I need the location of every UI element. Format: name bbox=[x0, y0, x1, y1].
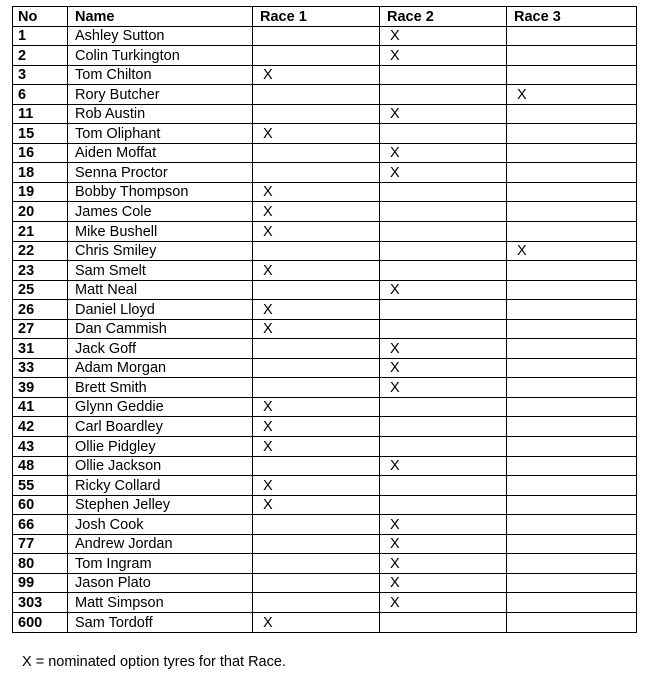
race3-cell bbox=[507, 143, 637, 163]
driver-number-cell: 25 bbox=[13, 280, 68, 300]
table-row bbox=[13, 46, 637, 66]
driver-number-cell: 39 bbox=[13, 378, 68, 398]
race1-cell: X bbox=[253, 261, 380, 281]
race3-cell bbox=[507, 339, 637, 359]
race2-cell: X bbox=[380, 26, 507, 46]
table-row bbox=[13, 261, 637, 281]
table-row bbox=[13, 476, 637, 496]
driver-name-cell: Stephen Jelley bbox=[68, 495, 253, 515]
race3-cell bbox=[507, 319, 637, 339]
race1-cell bbox=[253, 378, 380, 398]
table-row bbox=[13, 358, 637, 378]
driver-name-cell: Rory Butcher bbox=[68, 85, 253, 105]
table-row bbox=[13, 26, 637, 46]
driver-name-cell: Bobby Thompson bbox=[68, 182, 253, 202]
driver-number-cell: 6 bbox=[13, 85, 68, 105]
driver-number-cell: 55 bbox=[13, 476, 68, 496]
driver-name-cell: Josh Cook bbox=[68, 515, 253, 535]
driver-number-cell: 33 bbox=[13, 358, 68, 378]
race2-cell: X bbox=[380, 515, 507, 535]
driver-name-cell: Matt Neal bbox=[68, 280, 253, 300]
table-row bbox=[13, 163, 637, 183]
race3-cell bbox=[507, 437, 637, 457]
driver-name-cell: Colin Turkington bbox=[68, 46, 253, 66]
race2-cell bbox=[380, 417, 507, 437]
driver-name-cell: Dan Cammish bbox=[68, 319, 253, 339]
race3-cell bbox=[507, 280, 637, 300]
race2-cell: X bbox=[380, 143, 507, 163]
driver-number-cell: 20 bbox=[13, 202, 68, 222]
driver-name-cell: Mike Bushell bbox=[68, 222, 253, 242]
table-row bbox=[13, 300, 637, 320]
column-header-no: No bbox=[13, 7, 68, 27]
driver-number-cell: 3 bbox=[13, 65, 68, 85]
race3-cell bbox=[507, 612, 637, 632]
race2-cell bbox=[380, 495, 507, 515]
table-row bbox=[13, 280, 637, 300]
race3-cell bbox=[507, 300, 637, 320]
table-row bbox=[13, 143, 637, 163]
race2-cell bbox=[380, 222, 507, 242]
table-row bbox=[13, 339, 637, 359]
driver-number-cell: 48 bbox=[13, 456, 68, 476]
driver-name-cell: Ollie Pidgley bbox=[68, 437, 253, 457]
race3-cell bbox=[507, 358, 637, 378]
race3-cell bbox=[507, 182, 637, 202]
race3-cell: X bbox=[507, 241, 637, 261]
race3-cell bbox=[507, 104, 637, 124]
race1-cell bbox=[253, 456, 380, 476]
driver-name-cell: Ollie Jackson bbox=[68, 456, 253, 476]
race1-cell bbox=[253, 241, 380, 261]
driver-number-cell: 600 bbox=[13, 612, 68, 632]
race3-cell bbox=[507, 417, 637, 437]
race1-cell bbox=[253, 26, 380, 46]
driver-name-cell: Ashley Sutton bbox=[68, 26, 253, 46]
race3-cell bbox=[507, 456, 637, 476]
race3-cell bbox=[507, 26, 637, 46]
table-row bbox=[13, 612, 637, 632]
driver-number-cell: 19 bbox=[13, 182, 68, 202]
table-row bbox=[13, 241, 637, 261]
driver-number-cell: 27 bbox=[13, 319, 68, 339]
race1-cell: X bbox=[253, 495, 380, 515]
race2-cell bbox=[380, 124, 507, 144]
race1-cell: X bbox=[253, 397, 380, 417]
race2-cell bbox=[380, 300, 507, 320]
driver-number-cell: 99 bbox=[13, 573, 68, 593]
driver-number-cell: 22 bbox=[13, 241, 68, 261]
race1-cell bbox=[253, 143, 380, 163]
column-header-race2: Race 2 bbox=[380, 7, 507, 27]
race2-cell: X bbox=[380, 163, 507, 183]
driver-number-cell: 23 bbox=[13, 261, 68, 281]
driver-name-cell: Jack Goff bbox=[68, 339, 253, 359]
driver-number-cell: 303 bbox=[13, 593, 68, 613]
race2-cell: X bbox=[380, 46, 507, 66]
race3-cell bbox=[507, 124, 637, 144]
race1-cell: X bbox=[253, 612, 380, 632]
race2-cell bbox=[380, 241, 507, 261]
driver-name-cell: Glynn Geddie bbox=[68, 397, 253, 417]
race2-cell bbox=[380, 476, 507, 496]
race2-cell bbox=[380, 182, 507, 202]
table-row bbox=[13, 124, 637, 144]
race1-cell bbox=[253, 280, 380, 300]
driver-name-cell: Carl Boardley bbox=[68, 417, 253, 437]
race1-cell bbox=[253, 46, 380, 66]
race2-cell: X bbox=[380, 534, 507, 554]
race1-cell bbox=[253, 339, 380, 359]
race2-cell bbox=[380, 65, 507, 85]
race1-cell: X bbox=[253, 202, 380, 222]
race2-cell: X bbox=[380, 456, 507, 476]
table-row bbox=[13, 65, 637, 85]
driver-name-cell: Jason Plato bbox=[68, 573, 253, 593]
footnote: X = nominated option tyres for that Race. bbox=[22, 654, 286, 670]
driver-number-cell: 18 bbox=[13, 163, 68, 183]
driver-number-cell: 41 bbox=[13, 397, 68, 417]
driver-number-cell: 11 bbox=[13, 104, 68, 124]
driver-name-cell: Tom Oliphant bbox=[68, 124, 253, 144]
header-row bbox=[13, 7, 637, 27]
driver-name-cell: Andrew Jordan bbox=[68, 534, 253, 554]
driver-name-cell: Aiden Moffat bbox=[68, 143, 253, 163]
table-row bbox=[13, 573, 637, 593]
race2-cell bbox=[380, 261, 507, 281]
race1-cell bbox=[253, 358, 380, 378]
driver-name-cell: Rob Austin bbox=[68, 104, 253, 124]
driver-number-cell: 43 bbox=[13, 437, 68, 457]
table-row bbox=[13, 417, 637, 437]
driver-name-cell: Daniel Lloyd bbox=[68, 300, 253, 320]
driver-name-cell: Chris Smiley bbox=[68, 241, 253, 261]
column-header-race3: Race 3 bbox=[507, 7, 637, 27]
table-row bbox=[13, 202, 637, 222]
driver-name-cell: Tom Ingram bbox=[68, 554, 253, 574]
race2-cell bbox=[380, 612, 507, 632]
race3-cell bbox=[507, 397, 637, 417]
race1-cell: X bbox=[253, 65, 380, 85]
race1-cell: X bbox=[253, 437, 380, 457]
driver-name-cell: Adam Morgan bbox=[68, 358, 253, 378]
table-row bbox=[13, 85, 637, 105]
table-row bbox=[13, 554, 637, 574]
driver-number-cell: 1 bbox=[13, 26, 68, 46]
race1-cell bbox=[253, 515, 380, 535]
race2-cell: X bbox=[380, 593, 507, 613]
driver-number-cell: 15 bbox=[13, 124, 68, 144]
column-header-race1: Race 1 bbox=[253, 7, 380, 27]
driver-number-cell: 2 bbox=[13, 46, 68, 66]
race2-cell: X bbox=[380, 280, 507, 300]
race1-cell: X bbox=[253, 417, 380, 437]
race2-cell: X bbox=[380, 573, 507, 593]
race1-cell: X bbox=[253, 124, 380, 144]
driver-number-cell: 77 bbox=[13, 534, 68, 554]
table-row bbox=[13, 534, 637, 554]
race3-cell bbox=[507, 46, 637, 66]
tyre-nomination-table bbox=[12, 6, 637, 633]
table-row bbox=[13, 319, 637, 339]
driver-number-cell: 42 bbox=[13, 417, 68, 437]
driver-number-cell: 31 bbox=[13, 339, 68, 359]
race3-cell bbox=[507, 476, 637, 496]
race3-cell: X bbox=[507, 85, 637, 105]
table-row bbox=[13, 397, 637, 417]
race1-cell bbox=[253, 163, 380, 183]
driver-name-cell: Brett Smith bbox=[68, 378, 253, 398]
race2-cell bbox=[380, 319, 507, 339]
driver-name-cell: Matt Simpson bbox=[68, 593, 253, 613]
driver-number-cell: 16 bbox=[13, 143, 68, 163]
race1-cell: X bbox=[253, 476, 380, 496]
race3-cell bbox=[507, 163, 637, 183]
race2-cell bbox=[380, 202, 507, 222]
race3-cell bbox=[507, 202, 637, 222]
driver-name-cell: Sam Smelt bbox=[68, 261, 253, 281]
race1-cell: X bbox=[253, 222, 380, 242]
race3-cell bbox=[507, 495, 637, 515]
race1-cell bbox=[253, 593, 380, 613]
race2-cell: X bbox=[380, 378, 507, 398]
race2-cell: X bbox=[380, 554, 507, 574]
table-row bbox=[13, 104, 637, 124]
race3-cell bbox=[507, 554, 637, 574]
table-row bbox=[13, 378, 637, 398]
race3-cell bbox=[507, 534, 637, 554]
race3-cell bbox=[507, 222, 637, 242]
driver-number-cell: 66 bbox=[13, 515, 68, 535]
driver-number-cell: 21 bbox=[13, 222, 68, 242]
table-row bbox=[13, 437, 637, 457]
race1-cell bbox=[253, 104, 380, 124]
race3-cell bbox=[507, 593, 637, 613]
race2-cell: X bbox=[380, 104, 507, 124]
race1-cell bbox=[253, 573, 380, 593]
race2-cell bbox=[380, 437, 507, 457]
race1-cell: X bbox=[253, 319, 380, 339]
driver-name-cell: Ricky Collard bbox=[68, 476, 253, 496]
column-header-name: Name bbox=[68, 7, 253, 27]
race2-cell bbox=[380, 85, 507, 105]
table-row bbox=[13, 222, 637, 242]
race1-cell: X bbox=[253, 182, 380, 202]
race1-cell bbox=[253, 534, 380, 554]
table-row bbox=[13, 495, 637, 515]
race1-cell bbox=[253, 554, 380, 574]
table-row bbox=[13, 593, 637, 613]
race2-cell: X bbox=[380, 358, 507, 378]
table-row bbox=[13, 456, 637, 476]
driver-name-cell: Senna Proctor bbox=[68, 163, 253, 183]
race2-cell bbox=[380, 397, 507, 417]
race3-cell bbox=[507, 515, 637, 535]
race3-cell bbox=[507, 261, 637, 281]
race3-cell bbox=[507, 573, 637, 593]
driver-name-cell: James Cole bbox=[68, 202, 253, 222]
driver-name-cell: Sam Tordoff bbox=[68, 612, 253, 632]
race3-cell bbox=[507, 378, 637, 398]
race1-cell: X bbox=[253, 300, 380, 320]
driver-name-cell: Tom Chilton bbox=[68, 65, 253, 85]
driver-number-cell: 80 bbox=[13, 554, 68, 574]
race3-cell bbox=[507, 65, 637, 85]
table-row bbox=[13, 515, 637, 535]
race2-cell: X bbox=[380, 339, 507, 359]
race1-cell bbox=[253, 85, 380, 105]
driver-number-cell: 60 bbox=[13, 495, 68, 515]
table-row bbox=[13, 182, 637, 202]
driver-number-cell: 26 bbox=[13, 300, 68, 320]
